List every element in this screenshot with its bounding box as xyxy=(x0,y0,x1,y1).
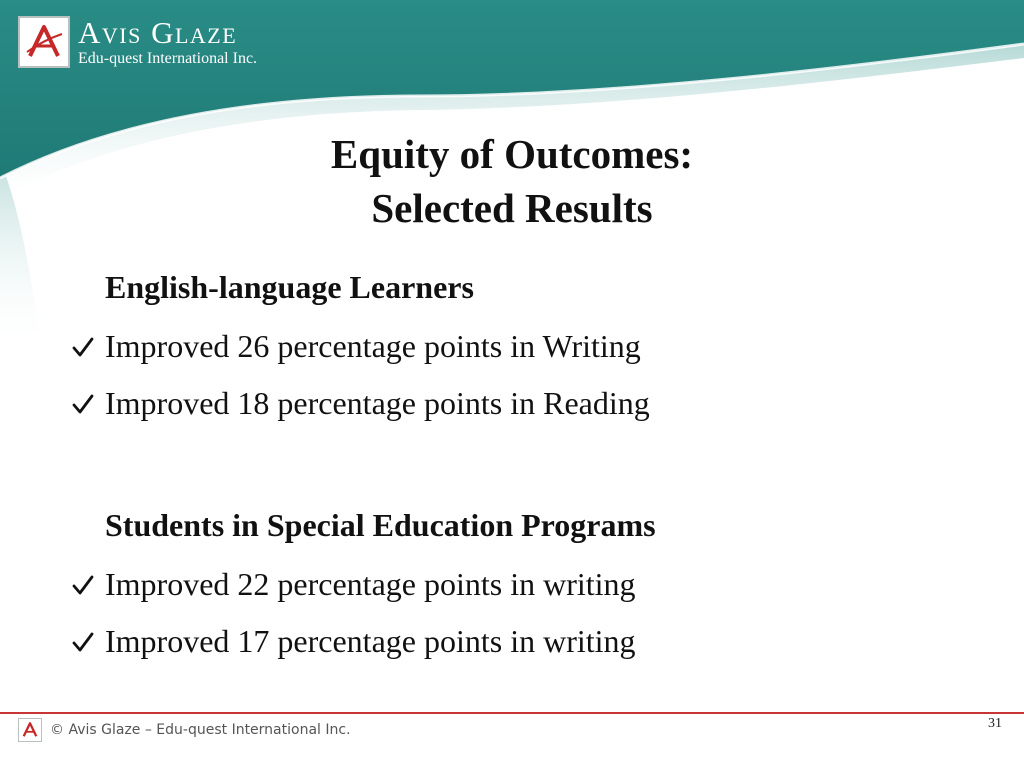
footer xyxy=(18,718,351,742)
bullet-text: Improved 18 percentage points in Reading xyxy=(105,385,650,421)
bullet-item xyxy=(72,613,972,670)
bullet-text: Improved 17 percentage points in writing xyxy=(105,623,636,659)
page-number: 31 xyxy=(988,716,1002,731)
logo-a-icon xyxy=(18,16,70,68)
title-line-1: Equity of Outcomes: xyxy=(330,131,694,177)
section-heading-ell: English-language Learners xyxy=(105,269,474,305)
checkmark-icon xyxy=(72,574,105,596)
bullet-item xyxy=(72,556,972,613)
bullet-text: Improved 26 percentage points in Writing xyxy=(105,328,641,364)
company-logo xyxy=(18,16,257,68)
footer-divider xyxy=(0,712,1024,714)
bullet-item xyxy=(72,318,972,375)
footer-copyright: © Avis Glaze – Edu-quest International Inc. xyxy=(50,722,351,738)
logo-name: Avis Glaze xyxy=(78,14,238,50)
slide-content xyxy=(72,262,972,670)
checkmark-icon xyxy=(72,631,105,653)
logo-subtitle: Edu-quest International Inc. xyxy=(78,49,258,67)
section-heading-special-ed: Students in Special Education Programs xyxy=(105,507,656,543)
bullet-item xyxy=(72,375,972,432)
title-line-2: Selected Results xyxy=(371,185,653,231)
checkmark-icon xyxy=(72,336,105,358)
bullet-text: Improved 22 percentage points in writing xyxy=(105,566,636,602)
slide-title xyxy=(0,127,1024,235)
footer-logo-icon xyxy=(18,718,42,742)
checkmark-icon xyxy=(72,393,105,415)
